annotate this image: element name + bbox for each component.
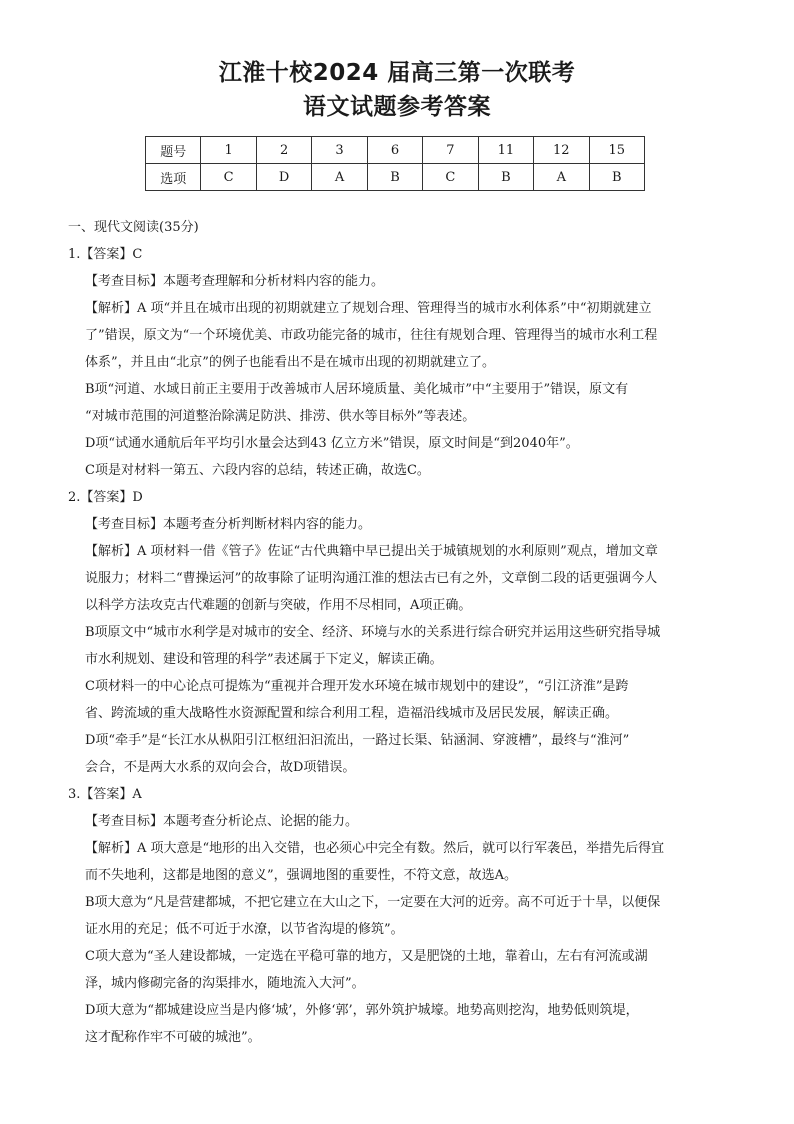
text-line: B项“河道、水域日前正主要用于改善城市人居环境质量、美化城市”中“主要用于”错误，原文有	[85, 382, 629, 397]
row-label-number: 题号	[146, 137, 201, 164]
q1-answer: 1.【答案】C	[68, 247, 143, 262]
text-line: 【解析】A 项大意是“地形的出入交错，也必须心中完全有数。然后，就可以行军袭邑，举措先后得宜	[85, 841, 665, 856]
text-line: D项“试通水通航后年平均引水量会达到43 亿立方米”错误，原文时间是“到2040年”。	[85, 436, 579, 451]
answer-option-row	[146, 164, 645, 191]
text-line: C项材料一的中心论点可提炼为“重视并合理开发水环境在城市规划中的建设”，“引江济淮”是跨	[85, 679, 629, 694]
table-cell: 2	[256, 137, 311, 164]
text-line: 【解析】A 项材料一借《管子》佐证“古代典籍中早已提出关于城镇规划的水利原则”观点，增加文章	[85, 544, 658, 559]
table-cell: B	[367, 164, 422, 191]
row-label-option: 选项	[146, 164, 201, 191]
text-line: “对城市范围的河道整治除满足防洪、排涝、供水等目标外”等表述。	[85, 409, 476, 424]
exam-title: 江淮十校2024 届高三第一次联考	[218, 60, 576, 86]
q3-answer: 3.【答案】A	[68, 787, 142, 802]
text-line: 会合，不是两大水系的双向会合，故D项错误。	[85, 760, 356, 775]
text-line: C项是对材料一第五、六段内容的总结，转述正确，故选C。	[85, 463, 430, 478]
q3-goal: 【考查目标】本题考查分析论点、论据的能力。	[85, 814, 359, 829]
text-line: B项大意为“凡是营建都城，不把它建立在大山之下，一定要在大河的近旁。高不可近于十旱，以便保	[85, 895, 661, 910]
table-cell: 11	[478, 137, 533, 164]
text-line: 【解析】A 项“并且在城市出现的初期就建立了规划合理、管理得当的城市水利体系”中“初期就建立	[85, 301, 652, 316]
text-line: D项“牵手”是“长江水从枞阳引江枢纽汩汩流出，一路过长渠、钻涵洞、穿渡槽”，最终与“淮河”	[85, 733, 630, 748]
q2-answer: 2.【答案】D	[68, 490, 143, 505]
table-cell: C	[201, 164, 256, 191]
text-line: 省、跨流域的重大战略性水资源配置和综合利用工程，造福沿线城市及居民发展，解读正确。	[85, 706, 619, 721]
text-line: 泽，城内修砌完备的沟渠排水，随地流入大河”。	[85, 976, 365, 991]
text-line: D项大意为“都城建设应当是内修‘城’，外修‘郭’，郭外筑护城壕。地势高则挖沟，地势低则筑堤，	[85, 1003, 639, 1018]
text-line: 市水利规划、建设和管理的科学”表述属于下定义，解读正确。	[85, 652, 443, 667]
answer-table	[145, 136, 645, 191]
answer-explanations	[68, 214, 738, 1051]
text-line: 证水用的充足；低不可近于水潦，以节省沟堤的修筑”。	[85, 922, 404, 937]
text-line: 而不失地利，这都是地图的意义”，强调地图的重要性，不符文意，故选A。	[85, 868, 518, 883]
q2-goal: 【考查目标】本题考查分析判断材料内容的能力。	[85, 517, 372, 532]
text-line: 这才配称作牢不可破的城池”。	[85, 1030, 261, 1045]
text-line: C项大意为“圣人建设都城，一定选在平稳可靠的地方，又是肥饶的土地，靠着山，左右有河流或湖	[85, 949, 648, 964]
exam-subtitle: 语文试题参考答案	[303, 94, 491, 120]
question-number-row	[146, 137, 645, 164]
table-cell: 1	[201, 137, 256, 164]
text-line: 体系”，并且由“北京”的例子也能看出不是在城市出现的初期就建立了。	[85, 355, 495, 370]
text-line: 说服力；材料二“曹操运河”的故事除了证明沟通江淮的想法古已有之外，文章倒二段的话更强调今人	[85, 571, 658, 586]
text-line: B项原文中“城市水利学是对城市的安全、经济、环境与水的关系进行综合研究并运用这些研究指导城	[85, 625, 661, 640]
table-cell: B	[478, 164, 533, 191]
table-cell: 3	[312, 137, 367, 164]
table-cell: A	[534, 164, 589, 191]
table-cell: 15	[589, 137, 645, 164]
table-cell: 7	[423, 137, 478, 164]
table-cell: B	[589, 164, 645, 191]
table-cell: C	[423, 164, 478, 191]
q1-goal: 【考查目标】本题考查理解和分析材料内容的能力。	[85, 274, 385, 289]
table-cell: 6	[367, 137, 422, 164]
table-cell: 12	[534, 137, 589, 164]
table-cell: D	[256, 164, 311, 191]
section-heading: 一、现代文阅读(35分)	[68, 220, 199, 235]
text-line: 以科学方法攻克古代难题的创新与突破，作用不尽相同，A项正确。	[85, 598, 472, 613]
text-line: 了”错误，原文为“一个环境优美、市政功能完备的城市，往往有规划合理、管理得当的城市水利工程	[85, 328, 658, 343]
table-cell: A	[312, 164, 367, 191]
